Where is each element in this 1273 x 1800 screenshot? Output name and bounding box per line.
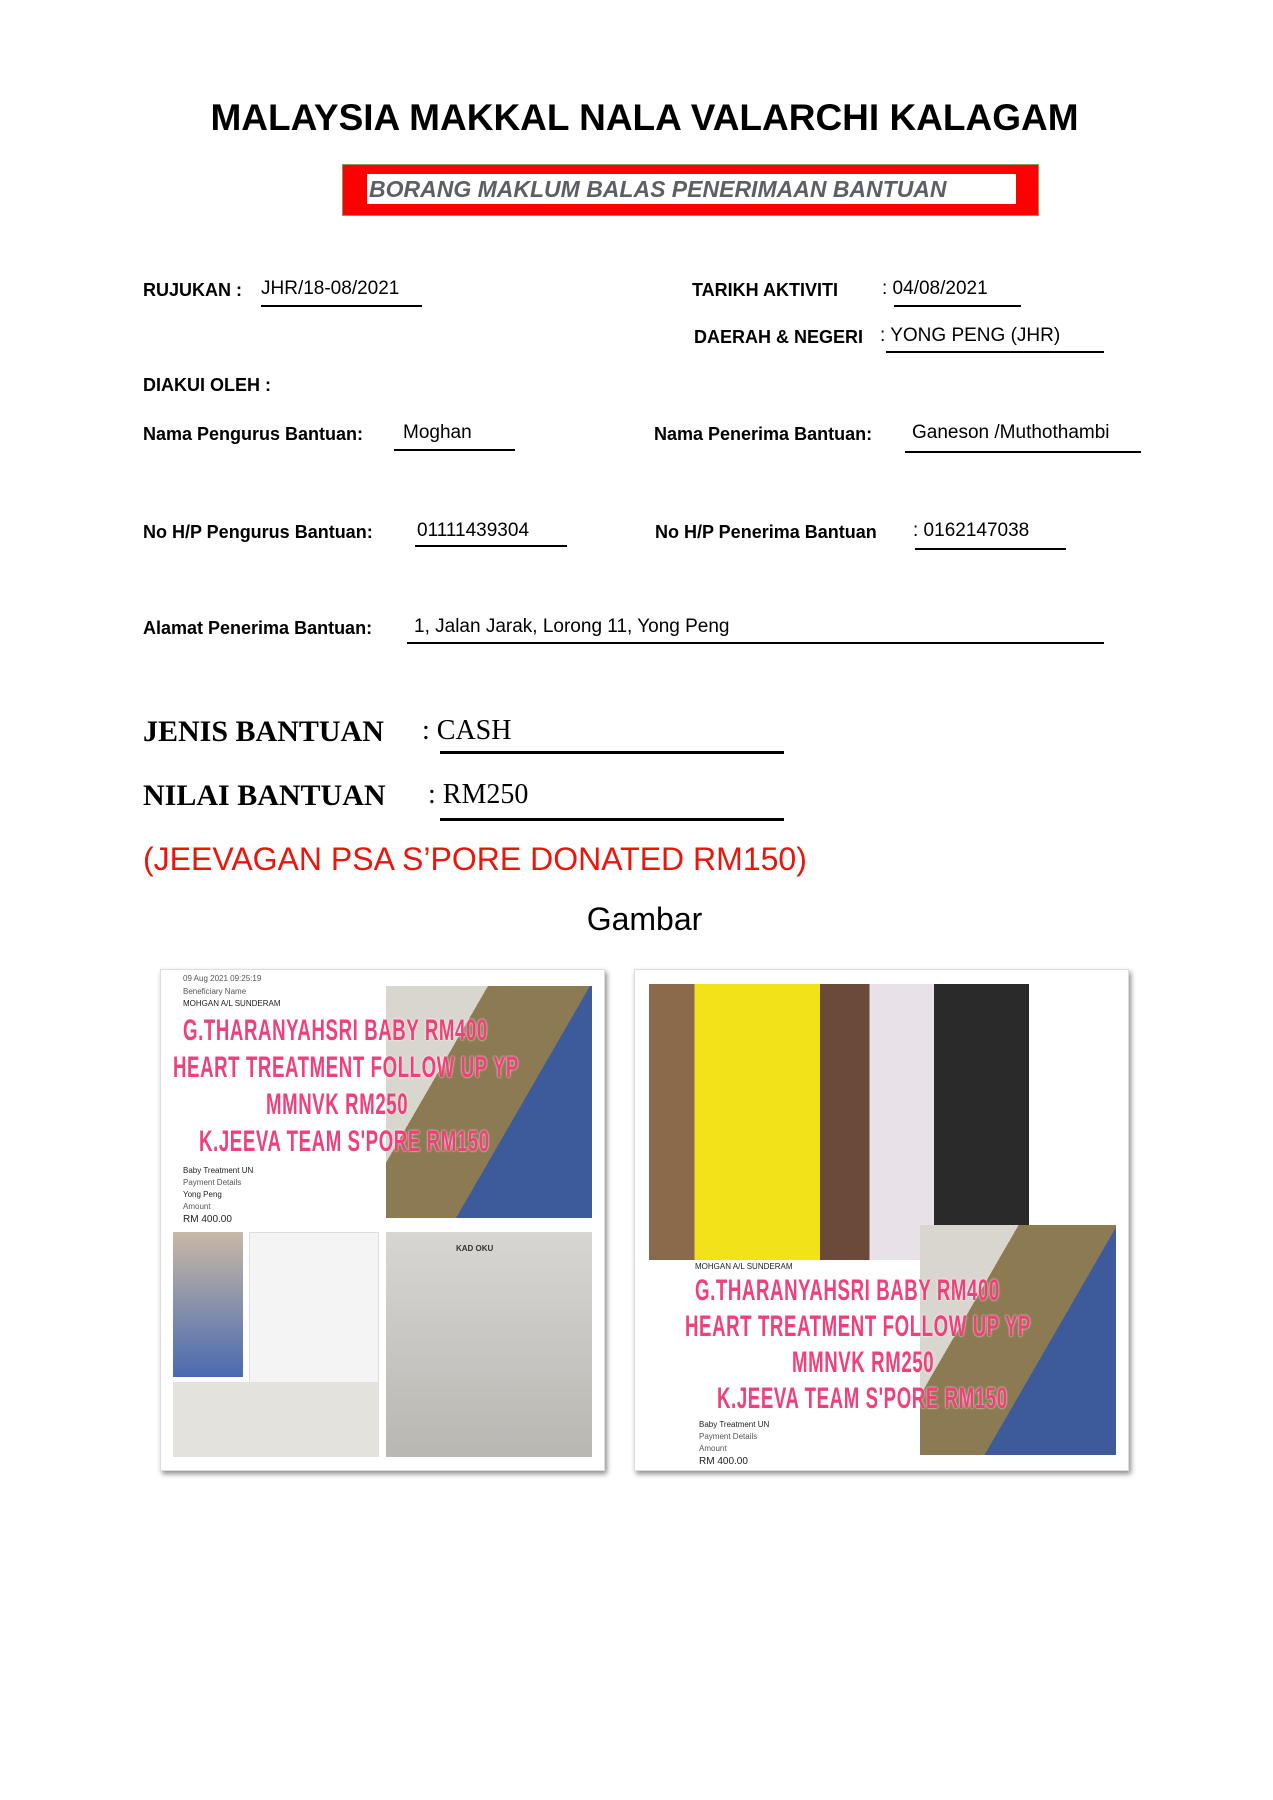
rujukan-value: JHR/18-08/2021 (261, 278, 400, 299)
pengurus-label: Nama Pengurus Bantuan: (143, 424, 364, 444)
jenis-underline (440, 751, 784, 754)
nilai-label: NILAI BANTUAN (143, 779, 386, 812)
receipt-amt-label: Amount (183, 1202, 211, 1211)
form-subtitle-box (342, 164, 1039, 216)
receipt-ben-label: Beneficiary Name (183, 987, 247, 996)
receipt-ref: Baby Treatment UN (183, 1166, 254, 1175)
hp-pengurus-value: 01111439304 (417, 520, 530, 541)
penerima-value: Ganeson /Muthothambi (912, 422, 1110, 443)
alamat-value: 1, Jalan Jarak, Lorong 11, Yong Peng (414, 616, 730, 637)
overlay-text: MMNVK RM250 (266, 1088, 409, 1121)
receipt-pay-label: Payment Details (183, 1178, 242, 1187)
tarikh-label: TARIKH AKTIVITI (692, 280, 838, 300)
receipt-ben: MOHGAN A/L SUNDERAM (183, 999, 281, 1008)
jenis-value: : CASH (422, 715, 512, 746)
tarikh-underline (894, 305, 1021, 307)
receipt-amt: RM 400.00 (183, 1214, 232, 1225)
oku-card-label: KAD OKU (456, 1244, 494, 1253)
form-subtitle: BORANG MAKLUM BALAS PENERIMAAN BANTUAN (367, 174, 1016, 204)
overlay-text: HEART TREATMENT FOLLOW UP YP (685, 1310, 1031, 1343)
donation-note: (JEEVAGAN PSA S’PORE DONATED RM150) (143, 841, 807, 877)
child-photo-small (173, 1232, 243, 1377)
rujukan-label: RUJUKAN : (143, 280, 242, 300)
diakui-label: DIAKUI OLEH : (143, 375, 271, 395)
pengurus-underline (394, 449, 515, 451)
photo-handover (634, 969, 1129, 1471)
hp-penerima-value: : 0162147038 (913, 520, 1030, 541)
rujukan-underline (261, 305, 422, 307)
receipt-amt-label: Amount (699, 1444, 727, 1453)
handover-photo (649, 984, 1029, 1260)
receipt-pay: Yong Peng (183, 1190, 222, 1199)
nilai-underline (440, 818, 784, 821)
alamat-label: Alamat Penerima Bantuan: (143, 618, 373, 638)
daerah-value: : YONG PENG (JHR) (880, 325, 1061, 346)
receipt-date: 09 Aug 2021 09:25:19 (183, 974, 262, 983)
hp-pengurus-label: No H/P Pengurus Bantuan: (143, 522, 373, 542)
penerima-label: Nama Penerima Bantuan: (654, 424, 873, 444)
hp-penerima-label: No H/P Penerima Bantuan (655, 522, 877, 542)
receipt-ref: Baby Treatment UN (699, 1420, 770, 1429)
hp-pengurus-underline (415, 545, 567, 547)
page-title: MALAYSIA MAKKAL NALA VALARCHI KALAGAM (210, 97, 1079, 138)
overlay-text: G.THARANYAHSRI BABY RM400 (183, 1014, 488, 1047)
gambar-heading: Gambar (586, 901, 703, 937)
overlay-text: K.JEEVA TEAM S'PORE RM150 (199, 1125, 490, 1158)
photo-collage-receipt (160, 969, 605, 1471)
hp-penerima-underline (915, 548, 1066, 550)
document-thumbnails (173, 1382, 378, 1457)
receipt-ben: MOHGAN A/L SUNDERAM (695, 1262, 793, 1271)
oku-card-photo (386, 1232, 592, 1457)
receipt-amt: RM 400.00 (699, 1456, 748, 1467)
daerah-label: DAERAH & NEGERI (694, 327, 864, 347)
tarikh-value: : 04/08/2021 (882, 278, 988, 299)
penerima-underline (905, 451, 1141, 453)
alamat-underline (407, 642, 1104, 644)
overlay-text: G.THARANYAHSRI BABY RM400 (695, 1274, 1000, 1307)
overlay-text: HEART TREATMENT FOLLOW UP YP (173, 1051, 519, 1084)
nilai-value: : RM250 (428, 779, 529, 810)
receipt-pay-label: Payment Details (699, 1432, 758, 1441)
overlay-text: MMNVK RM250 (792, 1346, 935, 1379)
overlay-text: K.JEEVA TEAM S'PORE RM150 (717, 1382, 1008, 1415)
pengurus-value: Moghan (403, 422, 472, 443)
daerah-underline (886, 351, 1104, 353)
jenis-label: JENIS BANTUAN (143, 715, 384, 748)
